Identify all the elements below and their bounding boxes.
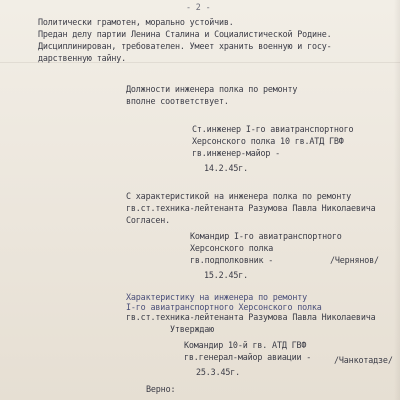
body-line-3: Дисциплинирован, требователен. Умеет хранить военную и госу- [38, 41, 332, 51]
signer1-line-2: Херсонского полка 10 гв.АТД ГВФ [192, 136, 344, 146]
approval-line-2: I-го авиатранспортного Херсонского полка [126, 302, 322, 312]
verno-label: Верно: [146, 384, 176, 394]
body-line-4: дарственную тайну. [38, 53, 127, 63]
commander2-line-1: Командир 10-й гв. АТД ГВФ [184, 340, 307, 350]
commander1-line-3: гв.подполковник - [190, 255, 274, 265]
commander1-line-1: Командир I-го авиатранспортного [190, 231, 342, 241]
paper-edge-shadow [394, 0, 400, 400]
page-number: - 2 - [186, 2, 211, 12]
date-1: 14.2.45г. [204, 163, 249, 173]
approval-line-3: гв.ст.техника-лейтенанта Разумова Павла Николаевича [126, 312, 376, 322]
conclusion-line-1: Должности инженера полка по ремонту [126, 84, 298, 94]
date-2: 15.2.45г. [204, 270, 249, 280]
approve-word: Утверждаю [170, 324, 215, 334]
body-line-1: Политически грамотен, морально устойчив. [38, 17, 234, 27]
agree-line-3: Согласен. [126, 215, 171, 225]
conclusion-line-2: вполне соответствует. [126, 96, 229, 106]
agree-line-1: С характеристикой на инженера полка по ремонту [126, 191, 352, 201]
agree-line-2: гв.ст.техника-лейтенанта Разумова Павла Николаевича [126, 203, 376, 213]
signer1-line-1: Ст.инженер I-го авиатранспортного [192, 124, 354, 134]
date-3: 25.3.45г. [196, 367, 241, 377]
signer1-line-3: гв.инженер-майор - [192, 148, 281, 158]
commander1-line-2: Херсонского полка [190, 243, 274, 253]
body-line-2: Предан делу партии Ленина Сталина и Социалистической Родине. [38, 29, 332, 39]
commander1-name: /Чернянов/ [330, 255, 379, 265]
commander2-line-2: гв.генерал-майор авиации - [184, 352, 312, 362]
approval-line-1: Характеристику на инженера по ремонту [126, 292, 308, 302]
commander2-name: /Чанкотадзе/ [334, 355, 393, 365]
